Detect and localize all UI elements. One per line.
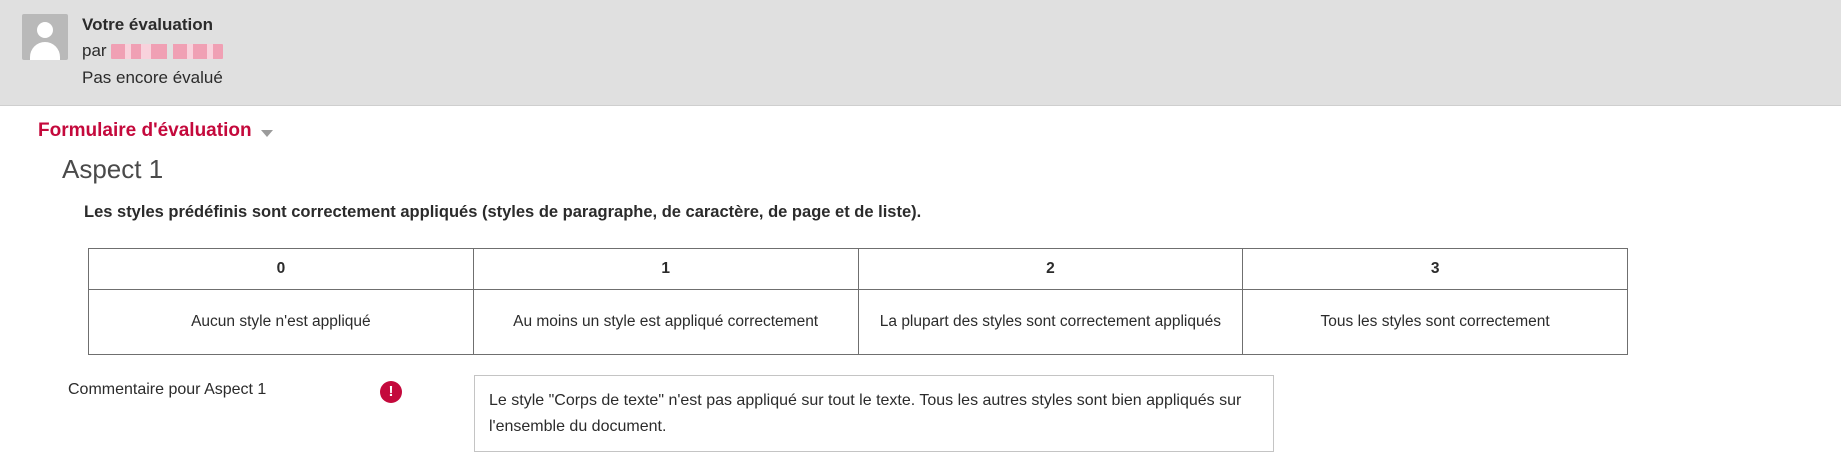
grading-header-row	[89, 249, 1628, 290]
assessment-header	[0, 0, 1841, 105]
grading-table	[88, 248, 1628, 355]
grade-level-2[interactable]: 2	[858, 249, 1243, 290]
grade-description-1[interactable]: Au moins un style est appliqué correctement	[473, 290, 858, 355]
aspect-title: Aspect 1	[62, 154, 164, 184]
comment-row	[0, 375, 1841, 452]
comment-input[interactable]: Le style "Corps de texte" n'est pas appliqué sur tout le texte. Tous les autres styles sont bien appliqués sur l'ensemble du document.	[474, 375, 1274, 452]
assessment-title: Votre évaluation	[82, 15, 213, 34]
assessment-author-redacted	[111, 44, 223, 59]
grade-description-3[interactable]: Tous les styles sont correctement	[1243, 290, 1628, 355]
evaluation-form-label: Formulaire d'évaluation	[38, 120, 252, 141]
grading-description-row	[89, 290, 1628, 355]
assessment-by-prefix: par	[82, 41, 107, 61]
assessment-meta	[82, 12, 223, 91]
grade-level-1[interactable]: 1	[473, 249, 858, 290]
grade-description-2[interactable]: La plupart des styles sont correctement appliqués	[858, 290, 1243, 355]
avatar-head-shape	[37, 22, 53, 38]
grade-level-0[interactable]: 0	[89, 249, 474, 290]
evaluation-form-heading[interactable]	[0, 106, 1841, 142]
grade-description-0[interactable]: Aucun style n'est appliqué	[89, 290, 474, 355]
grade-level-3[interactable]: 3	[1243, 249, 1628, 290]
aspect-description: Les styles prédéfinis sont correctement appliqués (styles de paragraphe, de caractère, de page et de liste).	[84, 203, 922, 221]
chevron-down-icon[interactable]	[261, 130, 273, 137]
avatar-body-shape	[30, 42, 60, 60]
user-avatar-icon	[22, 14, 68, 60]
assessment-author-line	[82, 38, 223, 64]
required-exclamation-icon: !	[380, 381, 402, 403]
comment-label: Commentaire pour Aspect 1	[68, 381, 267, 398]
assessment-status: Pas encore évalué	[82, 67, 223, 87]
